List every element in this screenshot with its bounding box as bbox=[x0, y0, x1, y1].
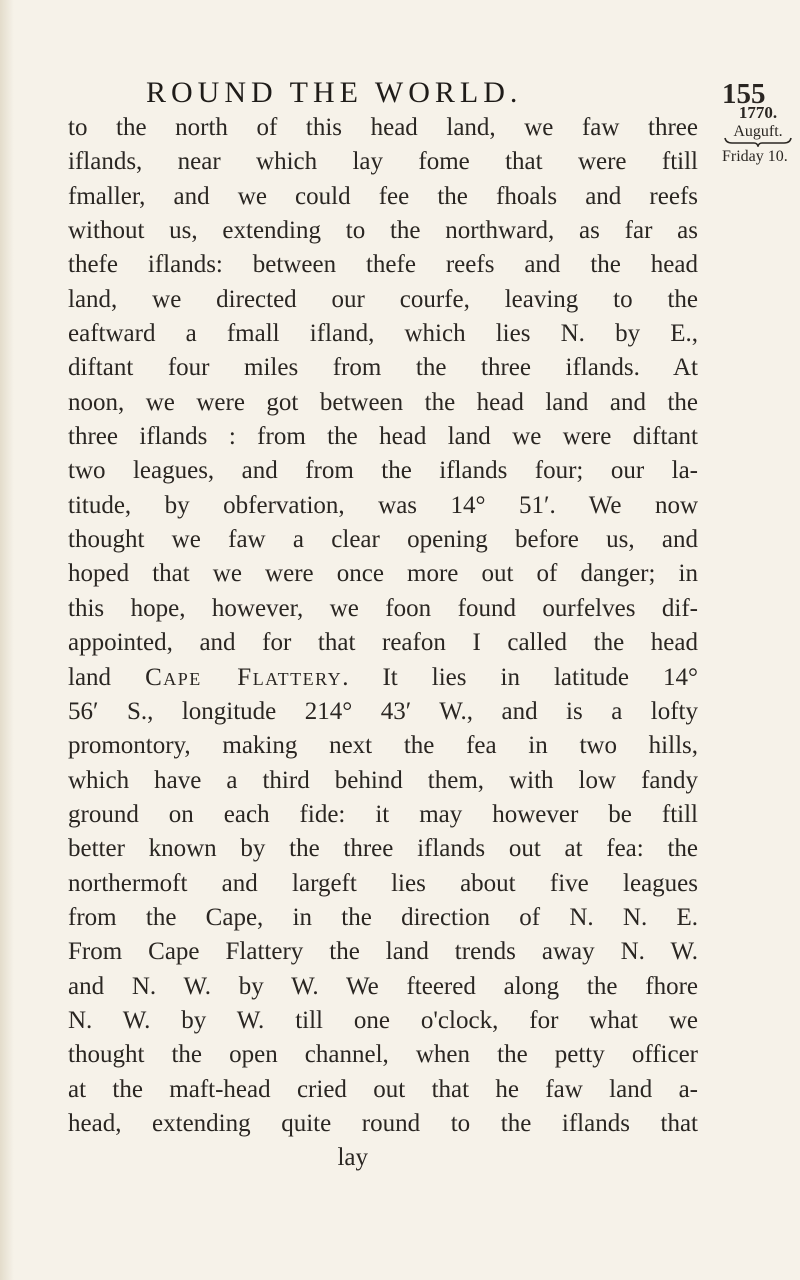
text-fragment: . It lies in latitude 14° bbox=[342, 663, 698, 691]
text-line: from the Cape, in the direction of N. N. E. bbox=[68, 903, 698, 931]
text-line: which have a third behind them, with low fandy bbox=[68, 766, 698, 794]
text-line: iflands, near which lay fome that were ftill bbox=[68, 148, 698, 176]
text-line: eaftward a fmall ifland, which lies N. by E., bbox=[68, 320, 698, 348]
place-name: Cape Flattery bbox=[145, 663, 343, 691]
text-line: thefe iflands: between thefe reefs and the head bbox=[68, 251, 698, 279]
margin-day: Friday 10. bbox=[722, 148, 788, 165]
text-line: and N. W. by W. We fteered along the fhore bbox=[68, 972, 698, 1000]
text-line: head, extending quite round to the iflands that bbox=[68, 1109, 698, 1137]
text-line: better known by the three iflands out at fea: the bbox=[68, 835, 698, 863]
text-line: ground on each fide: it may however be ftill bbox=[68, 800, 698, 828]
text-line: N. W. by W. till one o'clock, for what we bbox=[68, 1006, 698, 1034]
margin-year: 1770. bbox=[738, 103, 778, 122]
catchword: lay bbox=[337, 1144, 368, 1172]
page-number: 155 bbox=[722, 78, 766, 110]
body-text bbox=[68, 111, 698, 1176]
text-line: fmaller, and we could fee the fhoals and reefs bbox=[68, 182, 698, 210]
text-line: land, we directed our courfe, leaving to the bbox=[68, 285, 698, 313]
text-line: two leagues, and from the iflands four; our la- bbox=[68, 457, 698, 485]
text-line: three iflands : from the head land we were diftant bbox=[68, 423, 698, 451]
text-line: titude, by obfervation, was 14° 51′. We now bbox=[68, 491, 698, 519]
text-line: hoped that we were once more out of danger; in bbox=[68, 560, 698, 588]
text-line: diftant four miles from the three iflands. At bbox=[68, 354, 698, 382]
text-line: at the maft-head cried out that he faw land a- bbox=[68, 1075, 698, 1103]
page-gutter-shadow bbox=[0, 0, 14, 1280]
text-line: noon, we were got between the head land and the bbox=[68, 388, 698, 416]
text-line-cape-flattery bbox=[68, 661, 698, 695]
text-line: promontory, making next the fea in two hills, bbox=[68, 732, 698, 760]
text-line: 56′ S., longitude 214° 43′ W., and is a lofty bbox=[68, 697, 698, 725]
text-line: thought the open channel, when the petty officer bbox=[68, 1041, 698, 1069]
text-line: without us, extending to the northward, as far as bbox=[68, 217, 698, 245]
running-title: ROUND THE WORLD. bbox=[146, 76, 523, 109]
text-line: northermoft and largeft lies about five leagues bbox=[68, 869, 698, 897]
margin-note bbox=[718, 103, 798, 166]
text-line: to the north of this head land, we faw three bbox=[68, 114, 698, 141]
text-line: thought we faw a clear opening before us, and bbox=[68, 526, 698, 554]
text-line: this hope, however, we foon found ourfelves dif- bbox=[68, 594, 698, 622]
text-line: From Cape Flattery the land trends away N. W. bbox=[68, 938, 698, 966]
text-fragment: land bbox=[68, 663, 146, 691]
text-line: appointed, and for that reafon I called the head bbox=[68, 629, 698, 657]
margin-month: Auguft. bbox=[733, 123, 783, 140]
